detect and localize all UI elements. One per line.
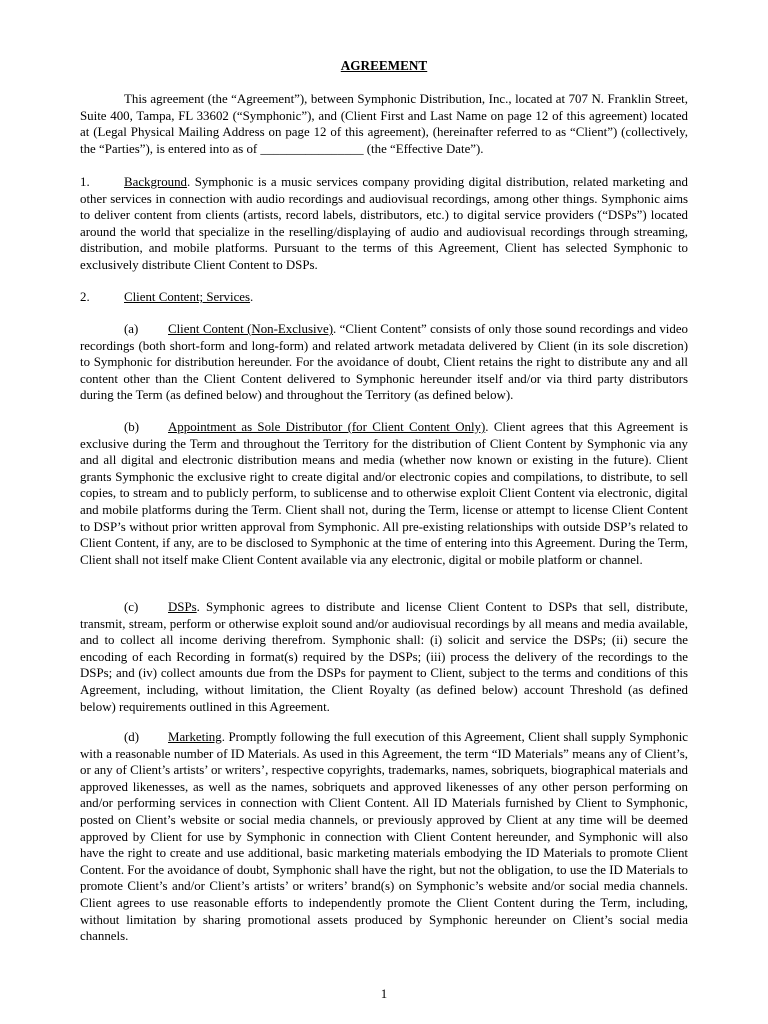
section-2-number: 2.	[80, 290, 90, 304]
section-1-paragraph	[80, 174, 688, 274]
subsection-a-paragraph	[80, 321, 688, 404]
subsection-c-paragraph	[80, 599, 688, 715]
subsection-a-label: (a)	[124, 322, 139, 336]
subsection-b-label: (b)	[124, 420, 140, 434]
subsection-b-paragraph	[80, 419, 688, 568]
subsection-b-text: . Client agrees that this Agreement is exclusive during the Term and throughout the Territory for the distribution of Client Content by Symphonic via any and all digital and electronic distribution means and media (whether now known or existing in the future). Client grants Symphonic the exclusive right to create digital and/or electronic copies and compilations, to distribute, to sell copies, to stream and to publicly perform, to sublicense and to otherwise exploit Client Content via electronic, digital and mobile platforms during the Term. Client shall not, during the Term, license or attempt to license Client Content to DSP’s without prior written approval from Symphonic. All pre-existing relationships with outside DSP’s related to Client Content, if any, are to be disclosed to Symphonic at the time of entering into this Agreement. During the Term, Client shall not itself make Client Content available via any electronic, digital or mobile platform or channel.	[80, 420, 689, 567]
section-1-heading: Background	[124, 175, 188, 189]
document-title: AGREEMENT	[340, 58, 428, 73]
subsection-d-text: . Promptly following the full execution of this Agreement, Client shall supply Symphonic with a reasonable number of ID Materials. As used in this Agreement, the term “ID Materials” means any of Client’s, or any of Client’s artists’ or writers’, respective copyrights, trademarks, names, sobriquets, biographical materials and approved likenesses, as well as the names, sobriquets and approved likenesses of any other person performing on and/or performing services in connection with Client Content. All ID Materials furnished by Client to Symphonic, posted on Client’s website or social media channels, or previously approved by Client at any time will be deemed approved by Client for use by Symphonic in connection with Client Content hereunder, and Symphonic will also have the right to create and use additional, basic marketing materials embodying the ID Materials to promote Client Content. For the avoidance of doubt, Symphonic shall have the right, but not the obligation, to use the ID Materials to promote Client’s and/or Client’s artists’ or writers’ brand(s) on Symphonic’s website and/or social media channels. Client agrees to use reasonable efforts to independently promote the Client Content during the Term, including, without limitation by sharing promotional assets produced by Symphonic hereunder on Client’s social media channels.	[80, 730, 688, 944]
section-1-text: . Symphonic is a music services company providing digital distribution, related marketing and other services in connection with audio recordings and audiovisual recordings, among other things. Symphonic aims to deliver content from clients (artists, record labels, distributors, etc.) to digital service providers (“DSPs”) located around the world that specialize in the reselling/displaying of audio and audiovisual recordings through streaming, distribution, and mobile platforms. Pursuant to the terms of this Agreement, Client has selected Symphonic to exclusively distribute Client Content to DSPs.	[80, 175, 688, 272]
subsection-b-heading: Appointment as Sole Distributor (for Client Content Only)	[168, 420, 486, 434]
subsection-d-label: (d)	[124, 730, 140, 744]
subsection-d-paragraph	[80, 729, 688, 945]
subsection-d-heading: Marketing	[168, 730, 222, 744]
subsection-c-label: (c)	[124, 600, 139, 614]
intro-paragraph	[80, 91, 688, 157]
subsection-c-text: . Symphonic agrees to distribute and license Client Content to DSPs that sell, distribute, transmit, stream, perform or otherwise exploit sound and/or audiovisual recordings by all means and media available, and to collect all income deriving therefrom. Symphonic shall: (i) solicit and service the DSPs; (ii) secure the encoding of each Recording in format(s) required by the DSPs; (iii) process the delivery of the recordings to the DSPs; and (iv) collect amounts due from the DSPs for payment to Client, subject to the terms and conditions of this Agreement, including, without limitation, the Client Royalty (as defined below) account Threshold (as defined below) requirements outlined in this Agreement.	[80, 600, 688, 714]
section-2-heading-line	[80, 289, 688, 306]
section-1-number: 1.	[80, 175, 90, 189]
page-number: 1	[380, 987, 388, 1001]
section-2-period: .	[250, 290, 254, 304]
section-2-heading: Client Content; Services	[124, 290, 251, 304]
subsection-a-text: . “Client Content” consists of only those sound recordings and video recordings (both short-form and long-form) and related artwork metadata delivered by Client (in its sole discretion) to Symphonic for distribution hereunder. For the avoidance of doubt, Client retains the right to distribute any and all content other than the Client Content delivered to Symphonic hereunder itself and/or via third party distributors during the Term (as defined below) and throughout the Territory (as defined below).	[80, 322, 688, 403]
subsection-a-heading: Client Content (Non-Exclusive)	[168, 322, 334, 336]
intro-text: This agreement (the “Agreement”), between Symphonic Distribution, Inc., located at 707 N. Franklin Street, Suite 400, Tampa, FL 33602 (“Symphonic”), and (Client First and Last Name on page 12 of this agreement) located at (Legal Physical Mailing Address on page 12 of this agreement), (hereinafter referred to as “Client”) (collectively, the “Parties”), is entered into as of ________________ (the “Effective Date”).	[80, 92, 688, 156]
subsection-c-heading: DSPs	[168, 600, 197, 614]
